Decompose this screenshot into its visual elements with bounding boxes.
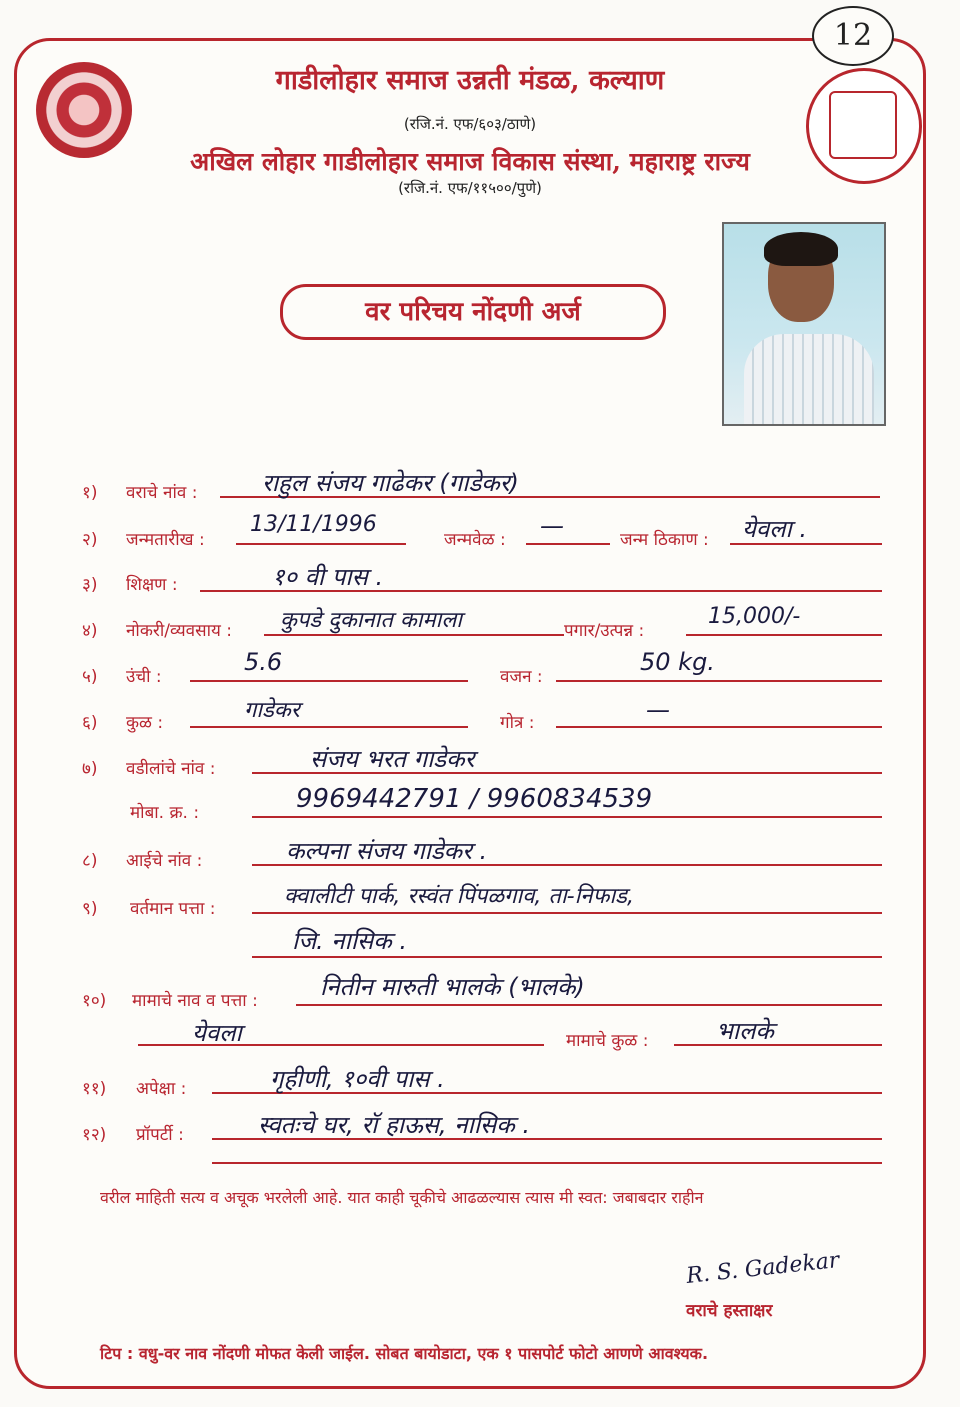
occupation-line	[264, 634, 564, 636]
father-name-label: वडीलांचे नांव :	[126, 759, 216, 779]
form-title: वर परिचय नोंदणी अर्ज	[280, 284, 666, 340]
uncle-clan-value: भालके	[716, 1017, 774, 1045]
passport-photo	[722, 222, 886, 426]
salary-line	[686, 634, 882, 636]
signature-label: वराचे हस्ताक्षर	[686, 1301, 773, 1321]
uncle-clan-line	[674, 1044, 882, 1046]
footer-note: टिप : वधु-वर नाव नोंदणी मोफत केली जाईल. सोबत बायोडाटा, एक १ पासपोर्ट फोटो आणणे आवश्यक.	[100, 1344, 709, 1363]
groom-name-value: राहुल संजय गाढेकर (गाडेकर)	[262, 469, 519, 497]
field-number: १२)	[82, 1125, 107, 1145]
weight-value: 50 kg.	[640, 648, 715, 676]
address-value: क्वालीटी पार्क, रस्वंत पिंपळगाव, ता-निफाड,	[284, 884, 634, 909]
education-label: शिक्षण :	[126, 575, 178, 595]
clan-line	[190, 726, 468, 728]
mother-name-label: आईचे नांव :	[126, 851, 203, 871]
address-value-2: जि. नासिक .	[292, 927, 407, 955]
signature: R. S. Gadekar	[685, 1248, 841, 1289]
dob-line	[236, 543, 406, 545]
uncle-value: नितीन मारुती भालके (भालके)	[320, 973, 585, 1001]
field-number: १)	[82, 483, 98, 503]
groom-name-label: वराचे नांव :	[126, 483, 198, 503]
declaration-text: वरील माहिती सत्य व अचूक भरलेली आहे. यात काही चूकीचे आढळल्यास त्यास मी स्वत: जबाबदार राहीन	[100, 1188, 704, 1207]
field-number: १०)	[82, 991, 107, 1011]
right-seal-logo	[806, 68, 922, 184]
education-value: १० वी पास .	[272, 563, 384, 591]
org-title-1: गाडीलोहार समाज उन्नती मंडळ, कल्याण	[275, 65, 665, 96]
mother-name-value: कल्पना संजय गाडेकर .	[286, 837, 488, 865]
birth-place-label: जन्म ठिकाण :	[620, 530, 709, 550]
mobile-value: 9969442791 / 9960834539	[296, 784, 653, 814]
org-reg-2: (रजि.नं. एफ/११५००/पुणे)	[398, 179, 542, 197]
field-number: ४)	[82, 621, 98, 641]
birth-time-value: —	[540, 512, 564, 540]
left-seal-logo	[36, 62, 132, 158]
field-number: ११)	[82, 1079, 107, 1099]
field-number: ५)	[82, 667, 98, 687]
field-number: ८)	[82, 851, 98, 871]
mobile-line	[252, 816, 882, 818]
salary-value: 15,000/-	[708, 604, 801, 629]
father-name-value: संजय भरत गाडेकर	[310, 745, 475, 773]
clan-label: कुळ :	[126, 713, 164, 733]
field-number: ६)	[82, 713, 98, 733]
field-number: २)	[82, 530, 98, 550]
org-title-2: अखिल लोहार गाडीलोहार समाज विकास संस्था, महाराष्ट्र राज्य	[190, 147, 750, 176]
height-label: उंची :	[126, 667, 162, 687]
height-value: 5.6	[244, 648, 283, 676]
salary-label: पगार/उत्पन्न :	[564, 621, 645, 641]
address-label: वर्तमान पत्ता :	[130, 899, 216, 919]
gotra-value: —	[646, 696, 670, 724]
page-number: 12	[812, 6, 894, 66]
gotra-line	[556, 726, 882, 728]
gotra-label: गोत्र :	[500, 713, 535, 733]
uncle-label: मामाचे नाव व पत्ता :	[132, 991, 258, 1011]
expectation-value: गृहीणी, १०वी पास .	[270, 1065, 445, 1093]
property-value: स्वतःचे घर, रॉ हाऊस, नासिक .	[258, 1111, 530, 1139]
property-line-2	[212, 1162, 882, 1164]
dob-label: जन्मतारीख :	[126, 530, 205, 550]
expectation-label: अपेक्षा :	[136, 1079, 187, 1099]
address-line-1	[252, 912, 882, 914]
field-number: ७)	[82, 759, 98, 779]
height-line	[190, 680, 468, 682]
uncle-address-value: येवला	[192, 1019, 242, 1047]
uncle-clan-label: मामाचे कुळ :	[566, 1031, 649, 1051]
birth-time-label: जन्मवेळ :	[444, 530, 506, 550]
weight-line	[556, 680, 882, 682]
org-reg-1: (रजि.नं. एफ/६०३/ठाणे)	[403, 115, 537, 133]
occupation-value: कुपडे दुकानात कामाला	[280, 608, 462, 633]
birth-time-line	[526, 543, 610, 545]
mobile-label: मोबा. क्र. :	[130, 803, 200, 823]
field-number: ९)	[82, 899, 98, 919]
birth-place-value: येवला .	[742, 515, 808, 543]
clan-value: गाडेकर	[244, 698, 300, 723]
uncle-line	[296, 1004, 882, 1006]
occupation-label: नोकरी/व्यवसाय :	[126, 621, 232, 641]
weight-label: वजन :	[500, 667, 543, 687]
field-number: ३)	[82, 575, 98, 595]
dob-value: 13/11/1996	[250, 512, 377, 537]
property-label: प्रॉपर्टी :	[136, 1125, 184, 1145]
